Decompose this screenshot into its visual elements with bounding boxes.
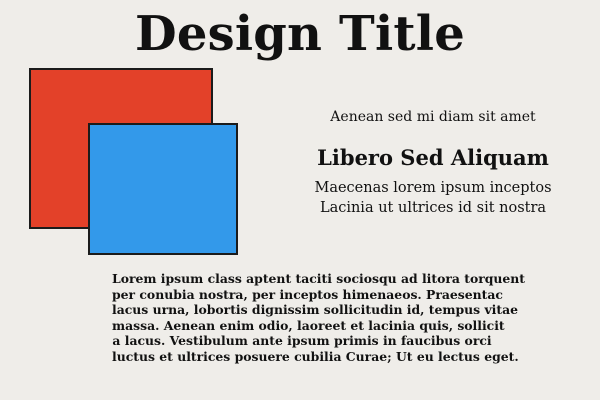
body-line: Lorem ipsum class aptent taciti sociosqu ad litora torquent (112, 271, 526, 286)
body-line: per conubia nostra, per inceptos himenaeos. Praesentac (112, 286, 503, 302)
tagline: Aenean sed mi diam sit amet (330, 109, 536, 125)
page-title: Design Title (135, 6, 465, 62)
body-line: luctus et ultrices posuere cubilia Curae; Ut eu lectus eget. (112, 348, 519, 364)
body-paragraph (112, 271, 526, 364)
body-line: a lacus. Vestibulum ante ipsum primis in faucibus orci (112, 333, 492, 348)
blue-rectangle-graphic (88, 123, 238, 255)
sub-text-line: Lacinia ut ultrices id sit nostra (319, 200, 547, 216)
sub-text-line: Maecenas lorem ipsum inceptos (314, 180, 552, 196)
sub-text-block (300, 178, 566, 218)
body-line: massa. Aenean enim odio, laoreet et lacinia quis, sollicit (112, 317, 505, 333)
subheading: Libero Sed Aliquam (317, 145, 549, 170)
body-line: lacus urna, lobortis dignissim sollicitudin id, tempus vitae (112, 302, 519, 317)
